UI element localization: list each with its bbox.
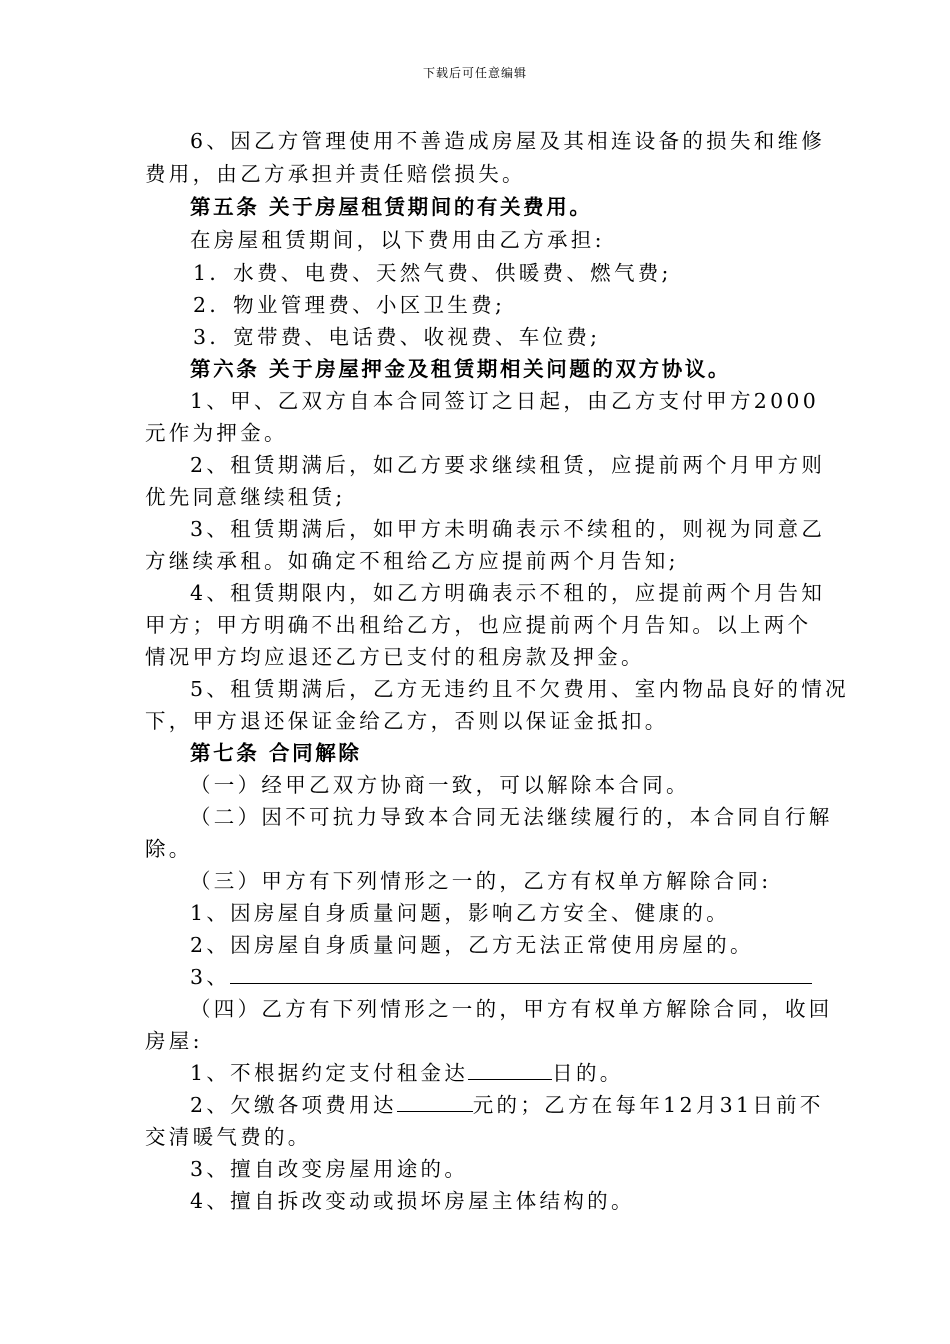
clause-6-item-3-line-2: 方继续承租。如确定不租给乙方应提前两个月告知; <box>145 549 679 573</box>
clause-7-heading: 第七条 合同解除 <box>190 741 362 765</box>
clause-6-item-1-line-1: 1、甲、乙双方自本合同签订之日起，由乙方支付甲方2000 <box>190 389 820 413</box>
clause-7-item-a: （一）经甲乙双方协商一致，可以解除本合同。 <box>190 773 690 797</box>
clause-7-item-b-line-2: 除。 <box>145 837 193 861</box>
clause-7-item-d-line-2: 房屋: <box>145 1029 203 1053</box>
clause-7-item-c-3 <box>190 962 812 992</box>
clause-7-item-d-1 <box>190 1058 624 1088</box>
clause-6-item-4-line-1: 4、租赁期限内，如乙方明确表示不租的，应提前两个月告知 <box>190 581 826 605</box>
clause-7-item-d-4: 4、擅自拆改变动或损坏房屋主体结构的。 <box>190 1189 635 1213</box>
clause-6-item-2-line-1: 2、租赁期满后，如乙方要求继续租赁，应提前两个月甲方则 <box>190 453 826 477</box>
clause-5-item-2: 2．物业管理费、小区卫生费; <box>193 293 506 317</box>
clause-6-item-4-line-3: 情况甲方均应退还乙方已支付的租房款及押金。 <box>145 645 645 669</box>
clause-6-item-3-line-1: 3、租赁期满后，如甲方未明确表示不续租的，则视为同意乙 <box>190 517 826 541</box>
clause-7-item-d-3: 3、擅自改变房屋用途的。 <box>190 1157 469 1181</box>
clause-6-item-1-line-2: 元作为押金。 <box>145 421 288 445</box>
clause-7-item-c: （三）甲方有下列情形之一的，乙方有权单方解除合同: <box>190 869 772 893</box>
clause-7-item-d-2-suffix: 元的；乙方在每年12月31日前不 <box>472 1093 824 1117</box>
clause-5-item-3: 3．宽带费、电话费、收视费、车位费; <box>193 325 601 349</box>
clause-6-heading: 第六条 关于房屋押金及租赁期相关问题的双方协议。 <box>190 357 732 381</box>
clause-7-item-d-2-line-1 <box>190 1090 824 1120</box>
clause-7-item-d-line-1: （四）乙方有下列情形之一的，甲方有权单方解除合同，收回 <box>190 997 833 1021</box>
clause-6-item-4-line-2: 甲方；甲方明确不出租给乙方，也应提前两个月告知。以上两个 <box>145 613 812 637</box>
clause-7-item-c-1: 1、因房屋自身质量问题，影响乙方安全、健康的。 <box>190 901 730 925</box>
clause-6-item-5-line-2: 下，甲方退还保证金给乙方，否则以保证金抵扣。 <box>145 709 669 733</box>
clause-7-item-d-1-blank <box>468 1059 552 1080</box>
clause-7-item-d-2-line-2: 交清暖气费的。 <box>145 1125 312 1149</box>
clause-5-item-1: 1．水费、电费、天然气费、供暖费、燃气费; <box>193 261 672 285</box>
clause-7-item-d-2-blank <box>397 1091 473 1112</box>
clause-7-item-b-line-1: （二）因不可抗力导致本合同无法继续履行的，本合同自行解 <box>190 805 833 829</box>
clause-7-item-d-2-prefix: 2、欠缴各项费用达 <box>190 1093 397 1117</box>
clause-5-heading: 第五条 关于房屋租赁期间的有关费用。 <box>190 195 593 219</box>
clause-7-item-c-3-label: 3、 <box>190 965 231 989</box>
clause-7-item-d-1-suffix: 日的。 <box>552 1061 624 1085</box>
clause-6-item-2-line-2: 优先同意继续租赁; <box>145 485 346 509</box>
page-header: 下载后可任意编辑 <box>422 66 527 80</box>
clause-7-item-c-3-blank <box>230 963 812 984</box>
clause-7-item-c-2: 2、因房屋自身质量问题，乙方无法正常使用房屋的。 <box>190 933 754 957</box>
clause-6-item-5-line-1: 5、租赁期满后，乙方无违约且不欠费用、室内物品良好的情况 <box>190 677 849 701</box>
clause-4-item-6-line-1: 6、因乙方管理使用不善造成房屋及其相连设备的损失和维修 <box>190 129 826 153</box>
clause-4-item-6-line-2: 费用，由乙方承担并责任赔偿损失。 <box>145 162 526 186</box>
clause-5-intro: 在房屋租赁期间，以下费用由乙方承担: <box>190 228 605 252</box>
clause-7-item-d-1-prefix: 1、不根据约定支付租金达 <box>190 1061 469 1085</box>
